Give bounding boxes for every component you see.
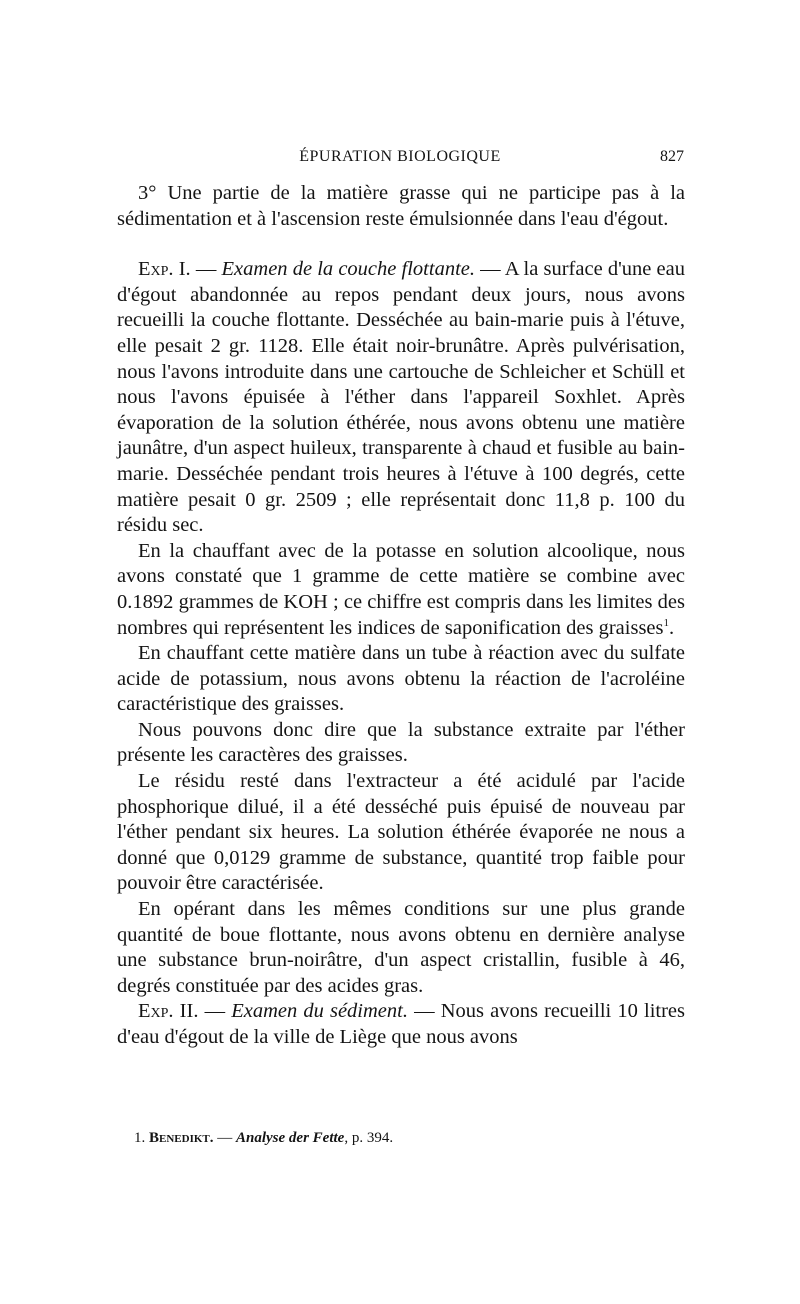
body-text xyxy=(117,181,685,1051)
paragraph-exp-2 xyxy=(117,999,685,1050)
footnote-number: 1. xyxy=(134,1130,146,1146)
exp-1-title: Examen de la couche flottante. xyxy=(221,258,475,281)
paragraph-3 xyxy=(117,539,685,641)
paragraph-5: Nous pouvons donc dire que la substance extraite par l'éther présente les caractères des graisses. xyxy=(117,718,685,767)
paragraph-3-end: . xyxy=(669,616,675,639)
exp-1-label: Exp. I. xyxy=(138,258,191,281)
running-header xyxy=(0,144,800,174)
footnote xyxy=(117,1128,685,1148)
footnote-title: Analyse der Fette xyxy=(236,1130,345,1146)
page-number: 827 xyxy=(660,148,684,165)
running-title: ÉPURATION BIOLOGIQUE xyxy=(299,148,501,165)
paragraph-6: Le résidu resté dans l'extracteur a été acidulé par l'acide phosphorique dilué, il a été desséché puis épuisé de nouveau par l'éther pendant six heures. La solution éthérée évaporée ne nous a donné que 0,0129 gramme de substance, quantité trop faible pour pouvoir être caractérisée. xyxy=(117,770,685,895)
footnote-ref-text: , p. 394. xyxy=(344,1130,394,1146)
paragraph-7: En opérant dans les mêmes conditions sur une plus grande quantité de boue flottante, nous avons obtenu en dernière analyse une substance brun-noirâtre, d'un aspect cristallin, fusible à 46, degrés constituée par des acides gras. xyxy=(117,898,685,997)
exp-2-title: Examen du sédiment. xyxy=(231,1000,408,1023)
paragraph-exp-1 xyxy=(117,257,685,539)
exp-1-dash: — xyxy=(190,258,222,281)
footnote-dash: — xyxy=(213,1130,236,1146)
exp-2-label: Exp. II. xyxy=(138,1000,199,1023)
footnote-author: Benedikt. xyxy=(149,1130,214,1146)
exp-2-text: — Nous avons recueilli 10 litres d'eau d'égout de la ville de Liège que nous avons xyxy=(117,1000,685,1048)
exp-2-dash: — xyxy=(198,1000,232,1023)
paragraph-3-text: En la chauffant avec de la potasse en solution alcoolique, nous avons constaté que 1 gramme de cette matière se combine avec 0.1892 grammes de KOH ; ce chiffre est compris dans les limites des nombres qui représentent les indices de saponification des graisses xyxy=(117,539,685,639)
exp-1-text: — A la surface d'une eau d'égout abandonnée au repos pendant deux jours, nous avons recueilli la couche flottante. Desséchée au bain-marie puis à l'étuve, elle pesait 2 gr. 1128. Elle était noir-brunâtre. Après pulvérisation, nous l'avons introduite dans une cartouche de Schleicher et Schüll et nous l'avons épuisée à l'éther dans l'appareil Soxhlet. Après évaporation de la solution éthérée, nous avons obtenu une matière jaunâtre, d'un aspect huileux, transparente à chaud et fusible au bain-marie. Desséchée pendant trois heures à l'étuve à 100 degrés, cette matière pesait 0 gr. 2509 ; elle représentait donc 11,8 p. 100 du résidu sec. xyxy=(117,258,685,537)
paragraph-1: 3° Une partie de la matière grasse qui ne participe pas à la sédimentation et à l'ascension reste émulsionnée dans l'eau d'égout. xyxy=(117,182,685,230)
paragraph-4: En chauffant cette matière dans un tube à réaction avec du sulfate acide de potassium, nous avons obtenu la réaction de l'acroléine caractéristique des graisses. xyxy=(117,642,685,716)
footnote-ref[interactable]: 1 xyxy=(663,616,670,629)
